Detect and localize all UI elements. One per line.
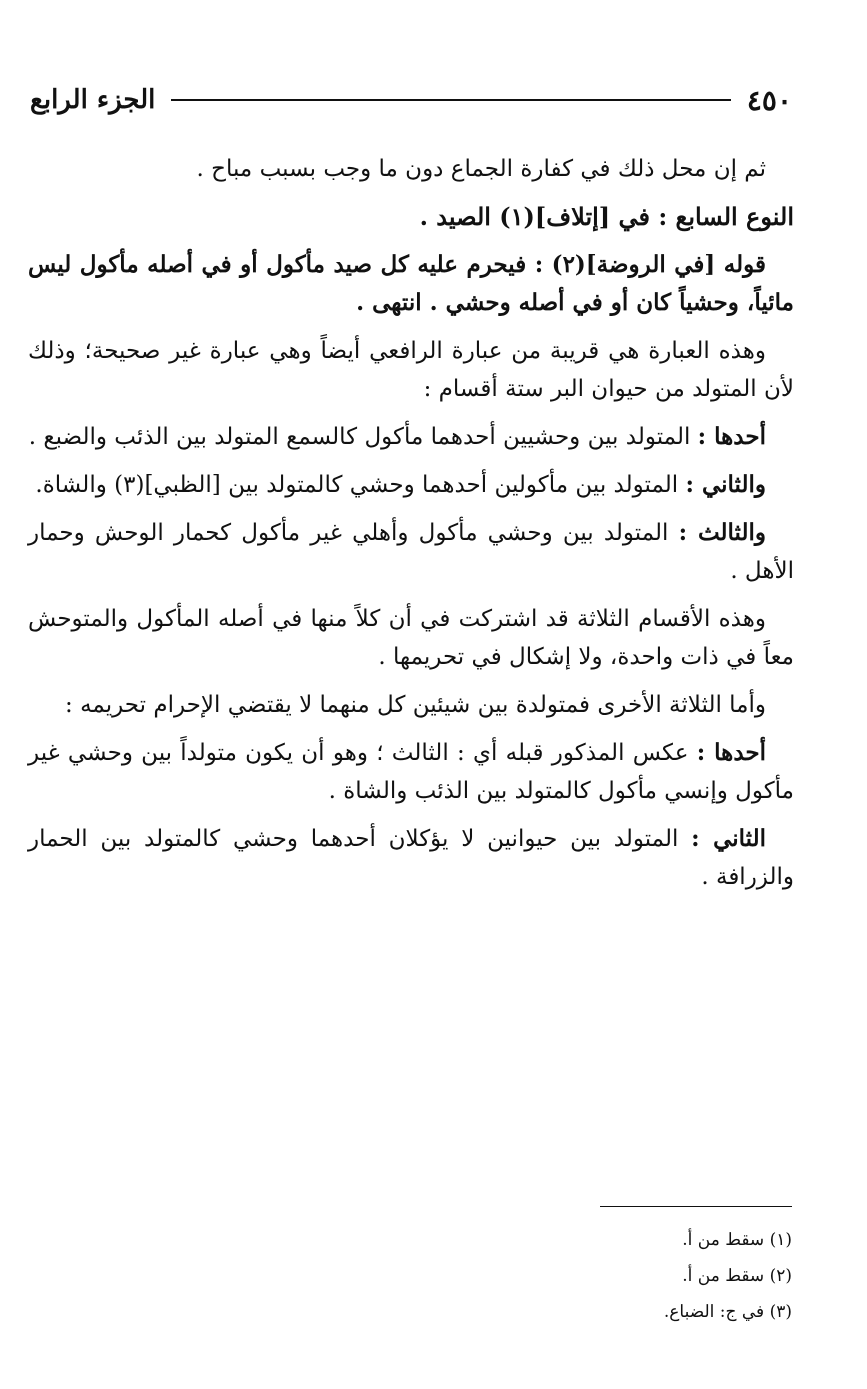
paragraph-6-lead: والثاني : — [685, 471, 766, 498]
paragraph-6-text: المتولد بين مأكولين أحدهما وحشي كالمتولد بين [الظبي](٣) والشاة. — [35, 472, 679, 498]
paragraph-8: وهذه الأقسام الثلاثة قد اشتركت في أن كلاً منها في أصله المأكول والمتوحش معاً في ذات واحدة، ولا إشكال في تحريمها . — [28, 606, 794, 670]
paragraph-9: وأما الثلاثة الأخرى فمتولدة بين شيئين كل منهما لا يقتضي الإحرام تحريمه : — [65, 692, 766, 718]
footnote-separator — [600, 1206, 792, 1207]
paragraph-5-lead: أحدها : — [697, 423, 766, 450]
paragraph-1: ثم إن محل ذلك في كفارة الجماع دون ما وجب بسبب مباح . — [196, 156, 766, 182]
paragraph-7-lead: والثالث : — [678, 519, 766, 546]
paragraph-5-text: المتولد بين وحشيين أحدهما مأكول كالسمع المتولد بين الذئب والضبع . — [28, 424, 691, 450]
paragraph-10 — [28, 734, 794, 810]
paragraph-4: وهذه العبارة هي قريبة من عبارة الرافعي أيضاً وهي عبارة غير صحيحة؛ وذلك لأن المتولد من حيوان البر ستة أقسام : — [28, 338, 794, 402]
paragraph-7 — [28, 514, 794, 590]
header-rule — [171, 99, 731, 101]
page-number: ٤٥٠ — [746, 83, 792, 117]
page-body — [28, 150, 794, 906]
footnote-3: (٣) في ج: الضباع. — [663, 1302, 792, 1322]
paragraph-11-text: المتولد بين حيوانين لا يؤكلان أحدهما وحشي كالمتولد بين الحمار والزرافة . — [28, 826, 794, 890]
footnote-2: (٢) سقط من أ. — [682, 1266, 792, 1286]
paragraph-6 — [28, 466, 794, 504]
paragraph-11 — [28, 820, 794, 896]
footnotes — [500, 1222, 792, 1330]
quote-paragraph: قوله [في الروضة](٢) : فيحرم عليه كل صيد مأكول أو في أصله مأكول ليس مائياً، وحشياً كان أو في أصله وحشي . انتهى . — [28, 251, 794, 316]
paragraph-10-text: عكس المذكور قبله أي : الثالث ؛ وهو أن يكون متولداً بين وحشي غير مأكول وإنسي مأكول كالمتولد بين الذئب والشاة . — [28, 740, 794, 804]
paragraph-10-lead: أحدها : — [696, 739, 766, 766]
paragraph-7-text: المتولد بين وحشي مأكول وأهلي غير مأكول كحمار الوحش وحمار الأهل . — [28, 520, 794, 584]
paragraph-5 — [28, 418, 794, 456]
section-heading: النوع السابع : في [إتلاف](١) الصيد . — [419, 202, 794, 231]
running-title: الجزء الرابع — [30, 85, 156, 115]
paragraph-11-lead: الثاني : — [691, 825, 766, 852]
footnote-1: (١) سقط من أ. — [682, 1230, 792, 1250]
page-header — [30, 80, 792, 120]
